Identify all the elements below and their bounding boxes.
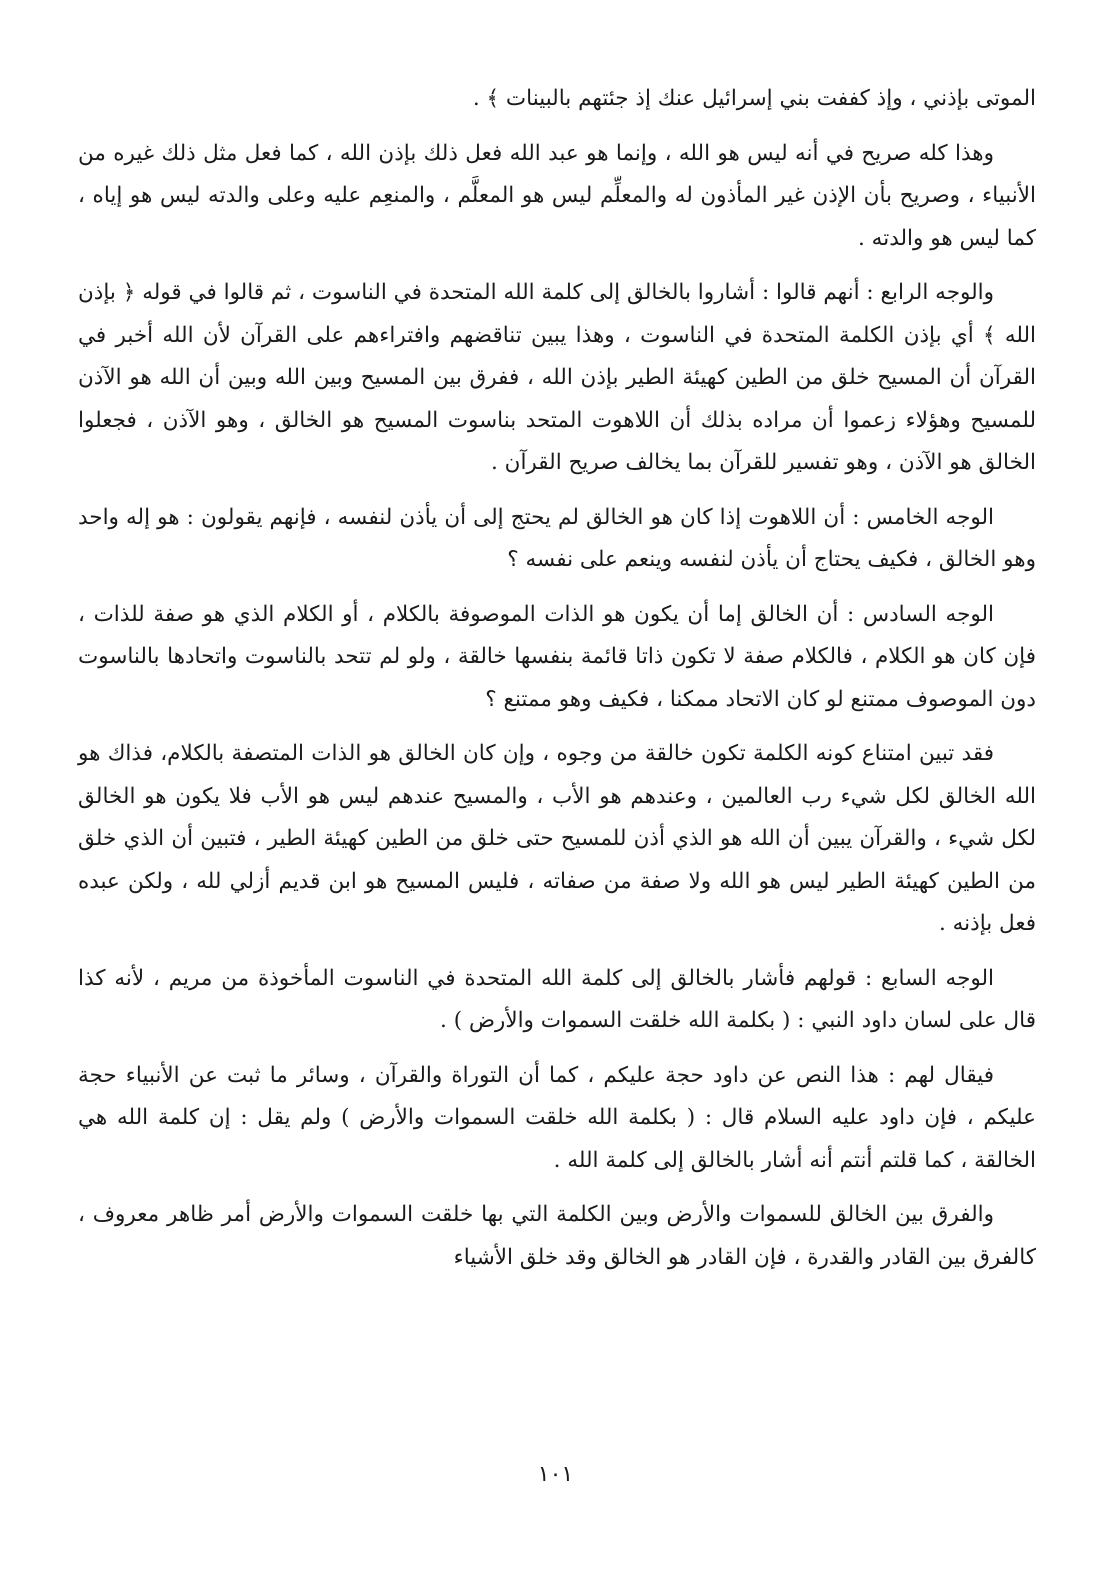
paragraph: وهذا كله صريح في أنه ليس هو الله ، وإنما هو عبد الله فعل ذلك بإذن الله ، كما فعل مثل ذلك غيره من الأنبياء ، وصريح بأن الإذن غير المأذون له والمعلِّم ليس هو المعلَّم ، والمنعِم عليه وعلى والدته ليس هو إياه ، كما ليس هو والدته . <box>78 140 1036 251</box>
paragraph-fifth-aspect: الوجه الخامس : أن اللاهوت إذا كان هو الخالق لم يحتج إلى أن يأذن لنفسه ، فإنهم يقولون : هو إله واحد وهو الخالق ، فكيف يحتاج أن يأذن لنفسه وينعم على نفسه ؟ <box>78 504 1036 572</box>
paragraph: فقد تبين امتناع كونه الكلمة تكون خالقة من وجوه ، وإن كان الخالق هو الذات المتصفة بالكلام، فذاك هو الله الخالق لكل شيء رب العالمين ، وعندهم هو الأب ، والمسيح عندهم ليس هو الأب فلا يكون هو الخالق لكل شيء ، والقرآن يبين أن الله هو الذي أذن للمسيح حتى خلق من الطين كهيئة الطير ، فتبين أن الذي خلق من الطين كهيئة الطير ليس هو الله ولا صفة من صفاته ، فليس المسيح هو ابن قديم أزلي لله ، ولكن عبده فعل بإذنه . <box>78 741 1036 936</box>
paragraph-fourth-aspect: والوجه الرابع : أنهم قالوا : أشاروا بالخالق إلى كلمة الله المتحدة في الناسوت ، ثم قالوا في قوله ﴿ بإذن الله ﴾ أي بإذن الكلمة المتحدة في الناسوت ، وهذا يبين تناقضهم وافتراءهم على القرآن لأن الله أخبر في القرآن أن المسيح خلق من الطين كهيئة الطير بإذن الله ، ففرق بين المسيح وبين الله وبين أن الله هو الآذن للمسيح وهؤلاء زعموا أن مراده بذلك أن اللاهوت المتحد بناسوت المسيح هو الخالق ، وهو الآذن ، فجعلوا الخالق هو الآذن ، وهو تفسير للقرآن بما يخالف صريح القرآن . <box>78 280 1036 475</box>
paragraph: والفرق بين الخالق للسموات والأرض وبين الكلمة التي بها خلقت السموات والأرض أمر ظاهر معروف ، كالفرق بين القادر والقدرة ، فإن القادر هو الخالق وقد خلق الأشياء <box>78 1202 1036 1270</box>
page-number: ١٠١ <box>537 1462 574 1487</box>
page-body <box>78 78 1036 1291</box>
paragraph-seventh-aspect: الوجه السابع : قولهم فأشار بالخالق إلى كلمة الله المتحدة في الناسوت المأخوذة من مريم ، لأنه كذا قال على لسان داود النبي : ( بكلمة الله خلقت السموات والأرض ) . <box>78 965 1036 1033</box>
paragraph-sixth-aspect: الوجه السادس : أن الخالق إما أن يكون هو الذات الموصوفة بالكلام ، أو الكلام الذي هو صفة للذات ، فإن كان هو الكلام ، فالكلام صفة لا تكون ذاتا قائمة بنفسها خالقة ، ولو لم تتحد بالناسوت واتحادها بالناسوت دون الموصوف ممتنع لو كان الاتحاد ممكنا ، فكيف وهو ممتنع ؟ <box>78 601 1036 712</box>
paragraph-continuation: الموتى بإذني ، وإذ كففت بني إسرائيل عنك إذ جئتهم بالبينات ﴾ . <box>472 86 1036 111</box>
paragraph: فيقال لهم : هذا النص عن داود حجة عليكم ، كما أن التوراة والقرآن ، وسائر ما ثبت عن الأنبياء حجة عليكم ، فإن داود عليه السلام قال : ( بكلمة الله خلقت السموات والأرض ) ولم يقل : إن كلمة الله هي الخالقة ، كما قلتم أنتم أنه أشار بالخالق إلى كلمة الله . <box>78 1062 1036 1173</box>
